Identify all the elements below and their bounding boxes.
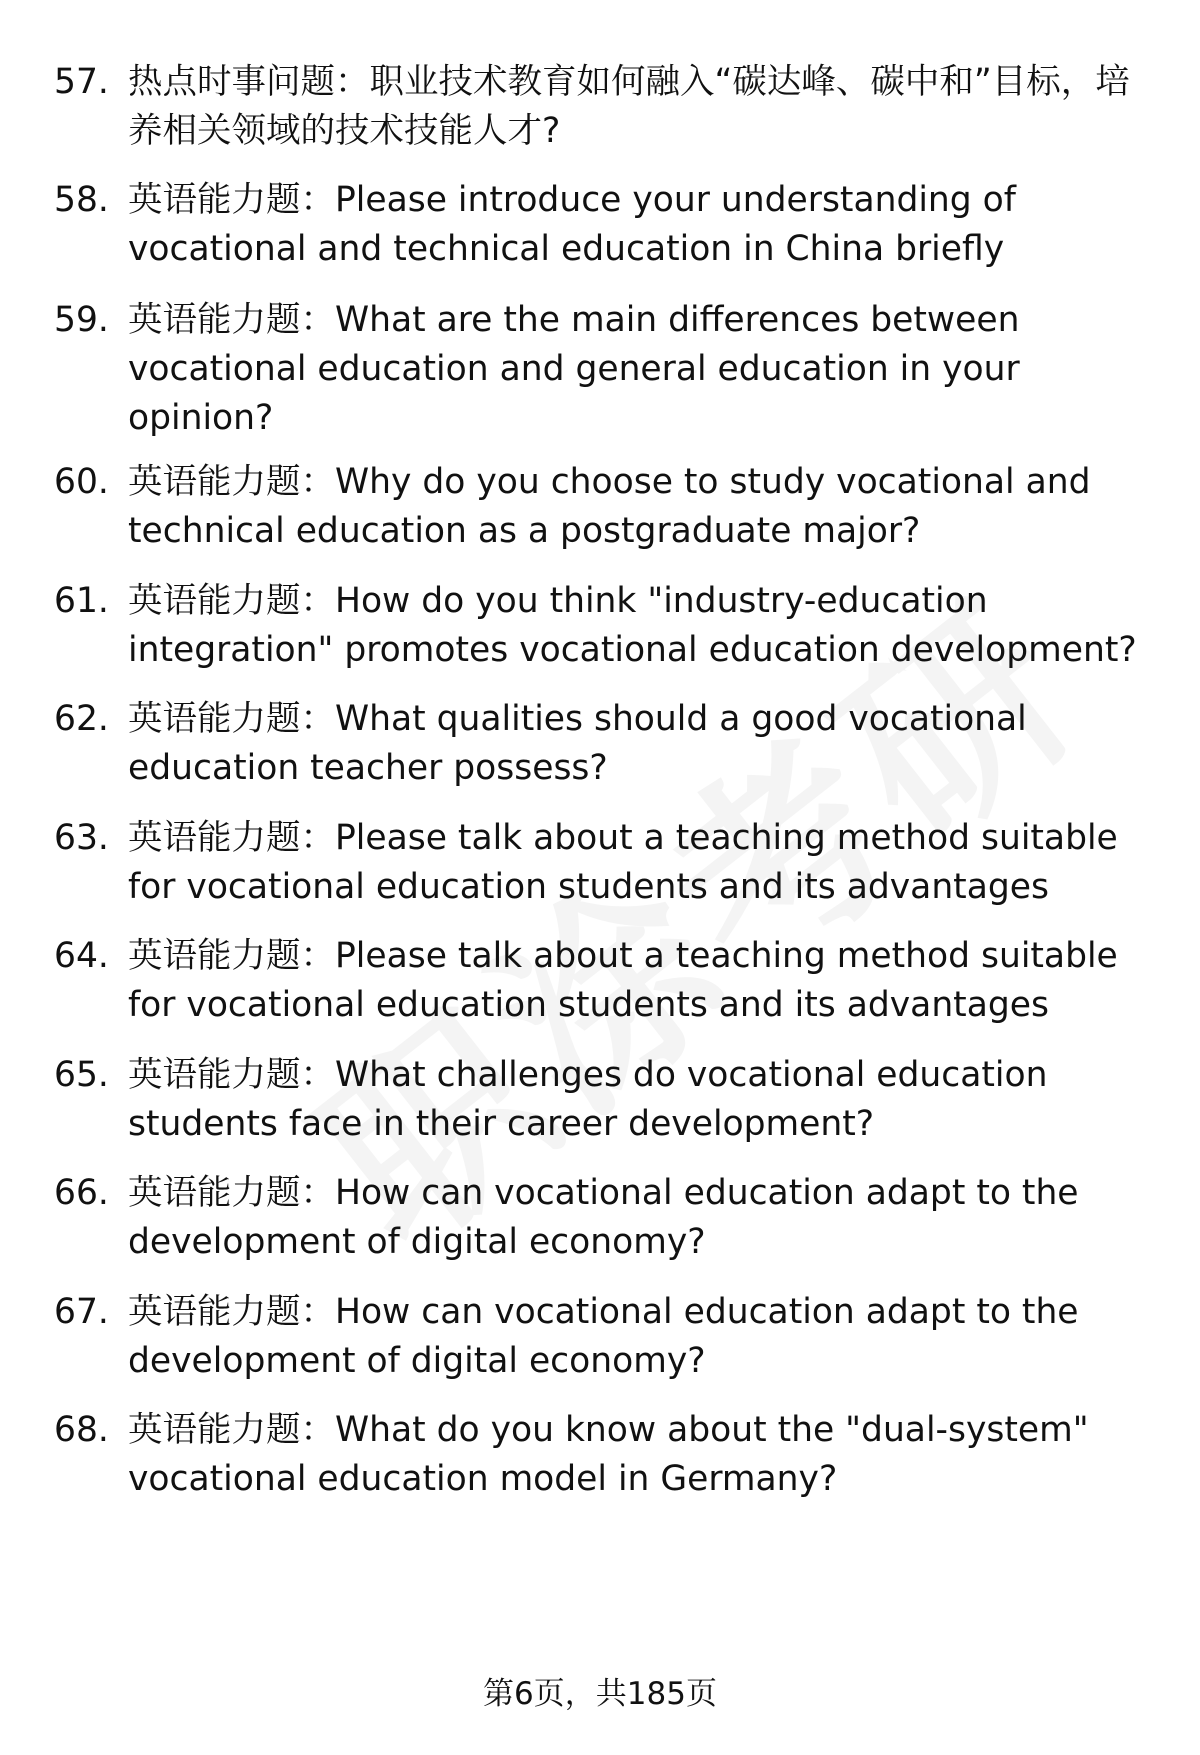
question-item (54, 577, 1164, 695)
question-item (54, 296, 1164, 458)
question-number: 64. (54, 936, 109, 976)
question-item (54, 1288, 1164, 1406)
question-number: 67. (54, 1292, 109, 1332)
question-text: 英语能力题：What are the main differences between vocational education and general education in your opinion? (128, 300, 1020, 438)
question-text: 英语能力题：How can vocational education adapt to the development of digital economy? (128, 1292, 1079, 1381)
question-text: 英语能力题：How do you think "industry-education integration" promotes vocational education development? (128, 581, 1137, 670)
question-number: 57. (54, 62, 109, 102)
question-item (54, 814, 1164, 932)
question-item (54, 458, 1164, 577)
question-number: 66. (54, 1173, 109, 1213)
question-number: 63. (54, 818, 109, 858)
question-text: 英语能力题：What do you know about the "dual-system" vocational education model in Germany? (128, 1410, 1089, 1499)
question-item (54, 1169, 1164, 1288)
question-number: 60. (54, 462, 109, 502)
question-item (54, 1051, 1164, 1169)
question-text: 热点时事问题：职业技术教育如何融入“碳达峰、碳中和”目标，培养相关领域的技术技能人才? (128, 62, 1130, 151)
question-number: 62. (54, 699, 109, 739)
question-list (54, 58, 1164, 1506)
question-item (54, 176, 1164, 296)
question-number: 65. (54, 1055, 109, 1095)
question-text: 英语能力题：What challenges do vocational education students face in their career development? (128, 1055, 1048, 1144)
question-number: 59. (54, 300, 109, 340)
question-text: 英语能力题：Please talk about a teaching method suitable for vocational education students and its advantages (128, 818, 1118, 907)
question-number: 58. (54, 180, 109, 220)
question-text: 英语能力题：What qualities should a good vocational education teacher possess? (128, 699, 1027, 788)
question-item (54, 1406, 1164, 1506)
question-text: 英语能力题：Why do you choose to study vocational and technical education as a postgraduate major? (128, 462, 1091, 551)
question-item (54, 695, 1164, 814)
question-number: 68. (54, 1410, 109, 1450)
question-item (54, 932, 1164, 1051)
question-item (54, 58, 1164, 176)
question-text: 英语能力题：Please introduce your understanding of vocational and technical education in China briefly (128, 180, 1016, 269)
question-text: 英语能力题：Please talk about a teaching method suitable for vocational education students and its advantages (128, 936, 1118, 1025)
question-text: 英语能力题：How can vocational education adapt to the development of digital economy? (128, 1173, 1079, 1262)
page-footer: 第6页，共185页 (483, 1676, 717, 1712)
question-number: 61. (54, 581, 109, 621)
